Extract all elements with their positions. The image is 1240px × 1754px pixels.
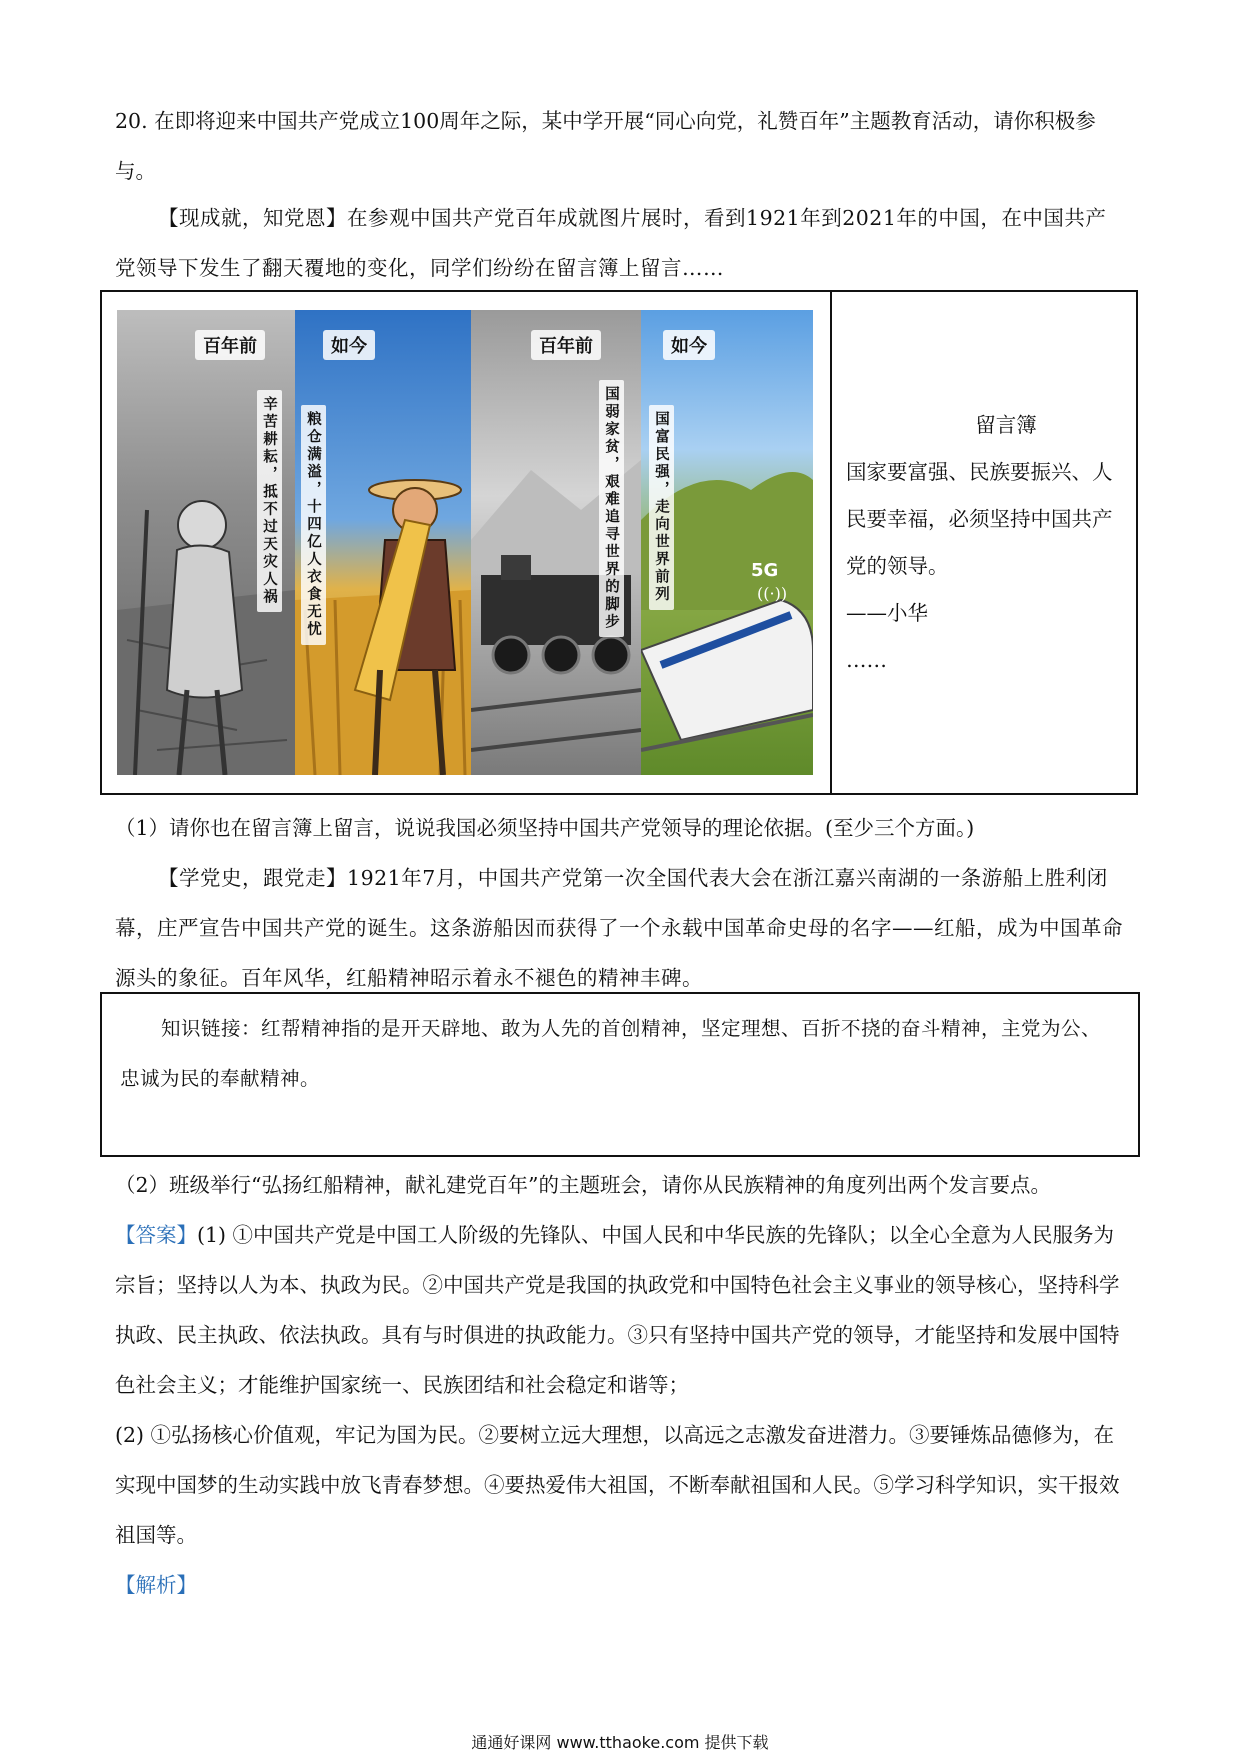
- knowledge-link-box: [100, 992, 1140, 1157]
- answer-part2: (2) ①弘扬核心价值观，牢记为国为民。②要树立远大理想，以高远之志激发奋进潜力。③要锤炼品德修为，在实现中国梦的生动实践中放飞青春梦想。④要热爱伟大祖国，不断奉献祖国和人民。⑤学习科学知识，实干报效祖国等。: [115, 1423, 1120, 1547]
- panel-now-harvest: [295, 310, 471, 775]
- answer-block: [115, 1210, 1125, 1410]
- wifi-icon: ((·)): [757, 584, 788, 603]
- label-now-1: 如今: [323, 330, 375, 360]
- guestbook: [846, 402, 1126, 684]
- caption-4: 国富民强，走向世界前列: [649, 405, 674, 610]
- label-before-1: 百年前: [195, 330, 265, 360]
- label-now-2: 如今: [663, 330, 715, 360]
- knowledge-link: 知识链接：红帮精神指的是开天辟地、敢为人先的首创精神，坚定理想、百折不挠的奋斗精神，主党为公、忠诚为民的奉献精神。: [120, 1017, 1101, 1090]
- caption-3: 国弱家贫，艰难追寻世界的脚步: [599, 380, 624, 637]
- answer-tag: 【答案】: [115, 1223, 197, 1247]
- label-before-2: 百年前: [531, 330, 601, 360]
- guestbook-signature: ——小华: [846, 601, 928, 625]
- answer-part1: (1) ①中国共产党是中国工人阶级的先锋队、中国人民和中华民族的先锋队；以全心全意为人民服务为宗旨；坚持以人为本、执政为民。②中国共产党是我国的执政党和中国特色社会主义事业的领导核心，坚持科学执政、民主执政、依法执政。具有与时俱进的执政能力。③只有坚持中国共产党的领导，才能坚持和发展中国特色社会主义；才能维护国家统一、民族团结和社会稳定和谐等；: [115, 1223, 1120, 1397]
- guestbook-cell: [832, 292, 1136, 793]
- question-stem: 20. 在即将迎来中国共产党成立100周年之际，某中学开展“同心向党，礼赞百年”主题教育活动，请你积极参与。: [115, 109, 1096, 183]
- figure-table: [100, 290, 1138, 795]
- guestbook-title: 留言簿: [975, 413, 1037, 437]
- page-footer: 通通好课网 www.tthaoke.com 提供下载: [471, 1733, 769, 1752]
- question-1: （1）请你也在留言簿上留言，说说我国必须坚持中国共产党领导的理论依据。(至少三个方面。): [115, 816, 975, 840]
- caption-1: 辛苦耕耘，抵不过天灾人祸: [257, 390, 282, 612]
- panel-before-train: [471, 310, 641, 775]
- question-2: （2）班级举行“弘扬红船精神，献礼建党百年”的主题班会，请你从民族精神的角度列出两个发言要点。: [115, 1173, 1052, 1197]
- panel-before-farming: [117, 310, 295, 775]
- section2-text: 【学党史，跟党走】1921年7月，中国共产党第一次全国代表大会在浙江嘉兴南湖的一条游船上胜利闭幕，庄严宣告中国共产党的诞生。这条游船因而获得了一个永载中国革命史母的名字——红船，成为中国革命源头的象征。百年风华，红船精神昭示着永不褪色的精神丰碑。: [115, 866, 1123, 990]
- analysis-tag: 【解析】: [115, 1573, 197, 1597]
- guestbook-ellipsis: ……: [846, 648, 887, 672]
- guestbook-message: 国家要富强、民族要振兴、人民要幸福，必须坚持中国共产党的领导。: [846, 460, 1113, 578]
- panel-now-railway: [641, 310, 813, 775]
- poster-image: [117, 310, 813, 775]
- section1-text: 【现成就，知党恩】在参观中国共产党百年成就图片展时，看到1921年到2021年的中国，在中国共产党领导下发生了翻天覆地的变化，同学们纷纷在留言簿上留言……: [115, 206, 1107, 280]
- caption-2: 粮仓满溢，十四亿人衣食无忧: [301, 405, 326, 645]
- tag-5g: 5G: [751, 560, 779, 581]
- poster-cell: [102, 292, 832, 793]
